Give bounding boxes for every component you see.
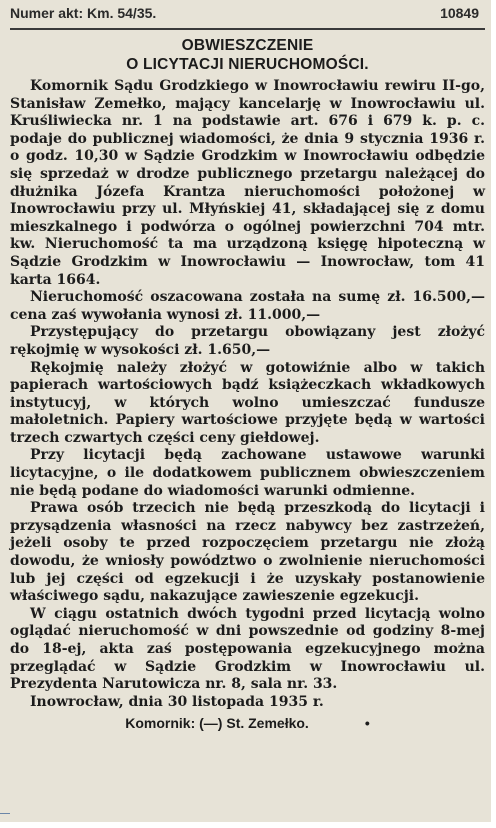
header-rule xyxy=(10,28,485,30)
paragraph-deposit: Przystępujący do przetargu obowiązany jest złożyć rękojmię w wysokości zł. 1.650,— xyxy=(10,324,485,358)
case-number: Numer akt: Km. 54/35. xyxy=(10,5,157,21)
paragraph-place-date: Inowrocław, dnia 30 listopada 1935 r. xyxy=(30,693,324,710)
item-number: 10849 xyxy=(440,5,479,21)
notice-body xyxy=(10,78,485,711)
title-line-2: O LICYTACJI NIERUCHOMOŚCI. xyxy=(126,56,369,73)
signature xyxy=(10,715,485,731)
paragraph-intro: Komornik Sądu Grodzkiego w Inowrocławiu rewiru II-go, Stanisław Zemełko, mający kancelarję w Inowrocławiu ul. Kruśliwiecka nr. 1 na podstawie art. 676 i 679 k. p. c. podaje do publicznej wiadomości, że dnia 9 stycznia 1936 r. o godz. 10,30 w Sądzie Grodzkim w Inowrocławiu odbędzie się sprzedaż w drodze publicznego przetargu należącej do dłużnika Józefa Krantza nieruchomości położonej w Inowrocławiu przy ul. Młyńskiej 41, składającej się z domu mieszkalnego i podwórza o ogólnej powierzchni 704 mtr. kw. Nieruchomość ta ma urządzoną księgę hipoteczną w Sądzie Grodzkim w Inowrocławiu — Inowrocław, tom 41 karta 1664. xyxy=(10,78,485,288)
page-edge xyxy=(491,0,496,828)
paragraph-auction-terms: Przy licytacji będą zachowane ustawowe warunki licytacyjne, o ile dodatkowem publicznem obwieszczeniem nie będą podane do wiadomości warunki odmienne. xyxy=(10,447,485,499)
paragraph-inspection: W ciągu ostatnich dwóch tygodni przed licytacją wolno oglądać nieruchomość w dni powszednie od godziny 8-mej do 18-ej, akta zaś postępowania egzekucyjnego można przeglądać w Sądzie Grodzkim w Inowrocławiu ul. Prezydenta Narutowicza nr. 8, sala nr. 33. xyxy=(10,605,485,693)
notice-header xyxy=(10,5,485,27)
signature-text: Komornik: (—) St. Zemełko. xyxy=(125,715,309,732)
paragraph-third-party-rights: Prawa osób trzecich nie będą przeszkodą do licytacji i przysądzenia własności na rzecz nabywcy bez zastrzeżeń, jeżeli osoby te przed rozpoczęciem przetargu nie złożą dowodu, że wniosły powództwo o zwolnienie nieruchomości lub jej części od egzekucji i że uzyskały postanowienie właściwego sądu, nakazujące zawieszenie egzekucji. xyxy=(10,500,485,605)
notice-title xyxy=(10,36,485,74)
paragraph-deposit-form: Rękojmię należy złożyć w gotowiźnie albo w takich papierach wartościowych bądź książeczkach wkładkowych instytucyj, w których wolno umieszczać fundusze małoletnich. Papiery wartościowe przyjęte będą w wartości trzech czwartych części ceny giełdowej. xyxy=(10,359,485,446)
title-line-1: OBWIESZCZENIE xyxy=(181,37,314,54)
signature-mark: • xyxy=(364,715,370,732)
bottom-edge-mark xyxy=(0,813,10,814)
paragraph-valuation: Nieruchomość oszacowana została na sumę zł. 16.500,— cena zaś wywołania wynosi zł. 11.000,— xyxy=(10,289,485,323)
